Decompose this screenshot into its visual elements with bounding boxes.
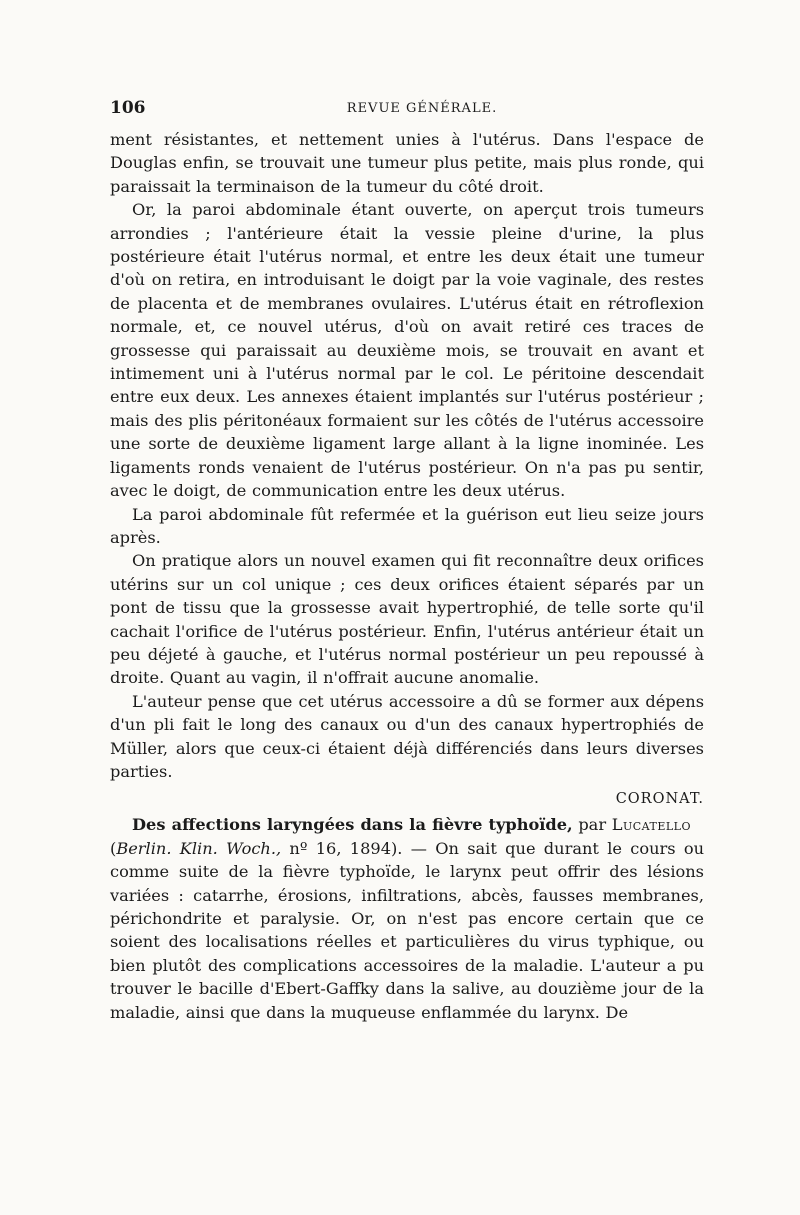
article-body: On sait que durant le cours ou comme suite de la fièvre typhoïde, le larynx peut offrir des lésions variées : catarrhe, érosions, infiltrations, abcès, fausses membranes, périchondrite et paralysie. Or, on n'est pas encore certain que ce soient des localisations réelles et particulières du virus typhique, ou bien plutôt des complications accessoires de la maladie. L'auteur a pu trouver le bacille d'Ebert-Gaffky dans la salive, au douzième jour de la maladie, ainsi que dans la muqueuse enflammée du larynx. De [110,838,705,1022]
article-author: Lucatello [611,815,691,835]
paragraph-author-opinion: L'auteur pense que cet utérus accessoire a dû se former aux dépens d'un pli fait le long des canaux ou d'un des canaux hypertrophiés de Müller, alors que ceux-ci étaient déjà différenciés dans leurs diverses parties. [110,691,704,781]
article-laryngeal [110,813,704,1024]
article-title: Des affections laryngées dans la fièvre typhoïde, [132,815,573,835]
paragraph-closure: La paroi abdominale fût refermée et la guérison eut lieu seize jours après. [110,504,704,547]
article-by: par [572,815,612,835]
signature: CORONAT. [615,791,704,808]
running-header [110,98,704,124]
paragraph-surgery-findings: Or, la paroi abdominale étant ouverte, on aperçut trois tumeurs arrondies ; l'antérieure était la vessie pleine d'urine, la plus postérieure était l'utérus normal, et entre les deux était une tumeur d'où on retira, en introduisant le doigt par la voie vaginale, des restes de placenta et de membranes ovulaires. L'utérus était en rétroflexion normale, et, ce nouvel utérus, d'où on avait retiré ces traces de grossesse qui paraissait au deuxième mois, se trouvait en avant et intimement uni à l'utérus normal par le col. Le péritoine descendait entre eux deux. Les annexes étaient implantés sur l'utérus postérieur ; mais des plis péritonéaux formaient sur les côtés de l'utérus accessoire une sorte de deuxième ligament large allant à la ligne inominée. Les ligaments ronds venaient de l'utérus postérieur. On n'a pas pu sentir, avec le doigt, de communication entre les deux utérus. [110,200,704,501]
paragraph-continuation: ment résistantes, et nettement unies à l'utérus. Dans l'espace de Douglas enfin, se trouvait une tumeur plus petite, mais plus ronde, qui paraissait la terminaison de la tumeur du côté droit. [110,130,704,196]
citation-open: ( [110,838,117,858]
paragraph-new-exam: On pratique alors un nouvel examen qui fit reconnaître deux orifices utérins sur un col unique ; ces deux orifices étaient séparés par un pont de tissu que la grossesse avait hypertrophié, de telle sorte qu'il cachait l'orifice de l'utérus postérieur. Enfin, l'utérus antérieur était un peu déjeté à gauche, et l'utérus normal postérieur un peu repoussé à droite. Quant au vagin, il n'offrait aucune anomalie. [110,551,704,688]
running-title: REVUE GÉNÉRALE. [346,101,498,116]
page-number: 106 [110,98,146,118]
citation-rest: nº 16, 1894). — [281,838,436,858]
citation-journal: Berlin. Klin. Woch., [116,838,282,858]
